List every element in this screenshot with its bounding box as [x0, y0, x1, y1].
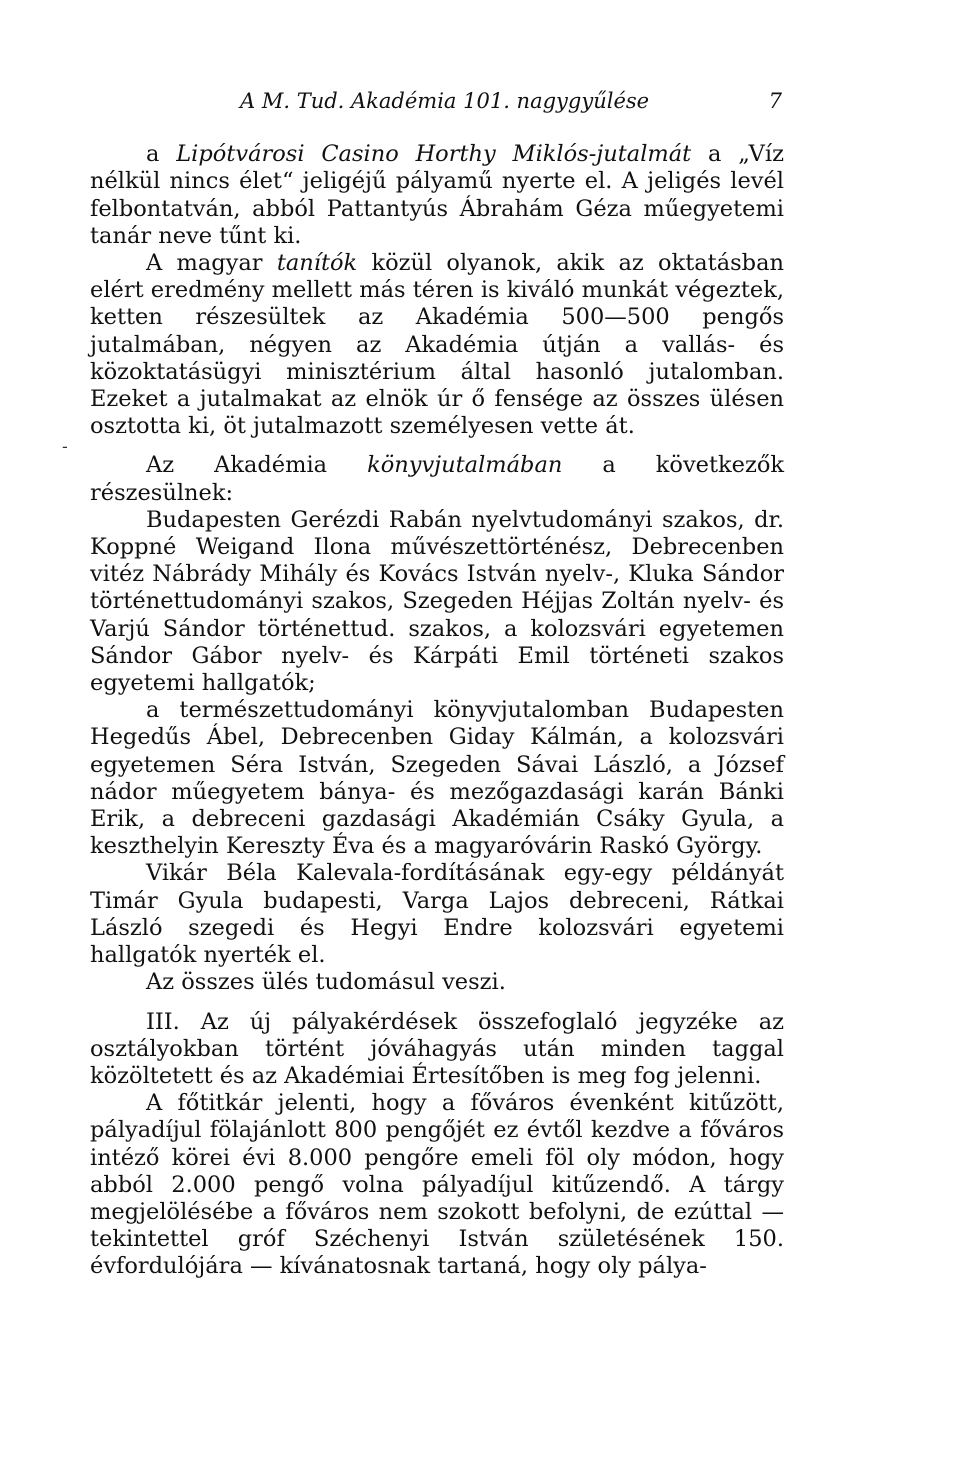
- text-run: Az Akadémia: [146, 452, 368, 479]
- paragraph-acknowledgement: [90, 969, 784, 996]
- text-run: Vikár Béla Kalevala-fordításának egy-egy példányát Timár Gyula budapesti, Varga Lajos debreceni, Rátkai László szegedi és Hegyi Endre kolozsvári egyetemi hallgatók nyerték el.: [90, 860, 784, 969]
- text-run: közül olyanok, akik az oktatásban elért eredmény mellett más téren is kiváló munkát végeztek, ketten részesültek az Akadémia 500—500 pengős jutalmában, négyen az Akadémia útján a vallás- és közoktatásügyi minisztérium által hasonló jutalomban. Ezeket a jutalmakat az elnök úr ő fensége az összes ülésen osztotta ki, öt jutalmazott személyesen vette át.: [90, 250, 784, 440]
- paragraph-humanities-recipients: [90, 507, 784, 697]
- text-run: a „Víz nélkül nincs élet“ jeligéjű pályamű nyerte el. A jeligés levél felbontatván, abból Pattantyús Ábrahám Géza műegyetemi tanár neve tűnt ki.: [90, 141, 784, 249]
- italic-phrase: könyvjutalmában: [367, 452, 563, 479]
- text-run: a természettudományi könyvjutalomban Budapesten Hegedűs Ábel, Debrecenben Giday Kálmán, a kolozsvári egyetemen Séra István, Szegeden Sávai László, a József nádor műegyetem bánya- és mezőgazdasági karán Bánki Erik, a debreceni gazdasági Akadémián Csáky Gyula, a keszthelyin Kereszty Éva és a magyaróvárin Raskó György.: [90, 697, 784, 860]
- running-header: [240, 88, 782, 115]
- document-page: [90, 88, 784, 1281]
- text-run: Az összes ülés tudomásul veszi.: [146, 969, 506, 996]
- italic-phrase: Lipótvárosi Casino Horthy Miklós-jutalmát: [176, 141, 692, 168]
- italic-phrase: tanítók: [276, 250, 358, 277]
- paragraph-kalevala-recipients: [90, 860, 784, 969]
- page-number: 7: [768, 89, 782, 113]
- paragraph-casino-award: [90, 141, 784, 250]
- margin-dash: -: [62, 437, 68, 456]
- text-run: a következők részesülnek:: [90, 452, 785, 506]
- paragraph-book-award-intro: [90, 452, 784, 506]
- text-run: a: [146, 141, 177, 168]
- paragraph-new-prize-questions: [90, 1009, 784, 1091]
- paragraph-city-prize: [90, 1090, 784, 1280]
- text-run: A főtitkár jelenti, hogy a főváros évenként kitűzött, pályadíjul fölajánlott 800 pengőjét ez évtől kezdve a főváros intéző körei évi 8.000 pengőre emeli föl oly módon, hogy abból 2.000 pengő volna pályadíjul kitűzendő. A tárgy megjelölésébe a főváros nem szokott befolyni, de ezúttal — tekintettel gróf Széchenyi István születésének 150. évfordulójára — kívánatosnak tartaná, hogy oly pálya-: [90, 1090, 784, 1280]
- running-title: A M. Tud. Akadémia 101. nagygyűlése: [240, 89, 650, 113]
- paragraph-science-recipients: [90, 697, 784, 860]
- text-run: A magyar: [146, 250, 277, 277]
- text-run: III. Az új pályakérdések összefoglaló jegyzéke az osztályokban történt jóváhagyás után minden taggal közöltetett és az Akadémiai Értesítőben is meg fog jelenni.: [90, 1008, 784, 1089]
- text-run: Budapesten Gerézdi Rabán nyelvtudományi szakos, dr. Koppné Weigand Ilona művészettörténész, Debrecenben vitéz Nábrády Mihály és Kovács István nyelv-, Kluka Sándor történettudományi szakos, Szegeden Héjjas Zoltán nyelv- és Varjú Sándor történettud. szakos, a kolozsvári egyetemen Sándor Gábor nyelv- és Kárpáti Emil történeti szakos egyetemi hallgatók;: [90, 506, 784, 697]
- paragraph-teachers-awards: [90, 250, 784, 440]
